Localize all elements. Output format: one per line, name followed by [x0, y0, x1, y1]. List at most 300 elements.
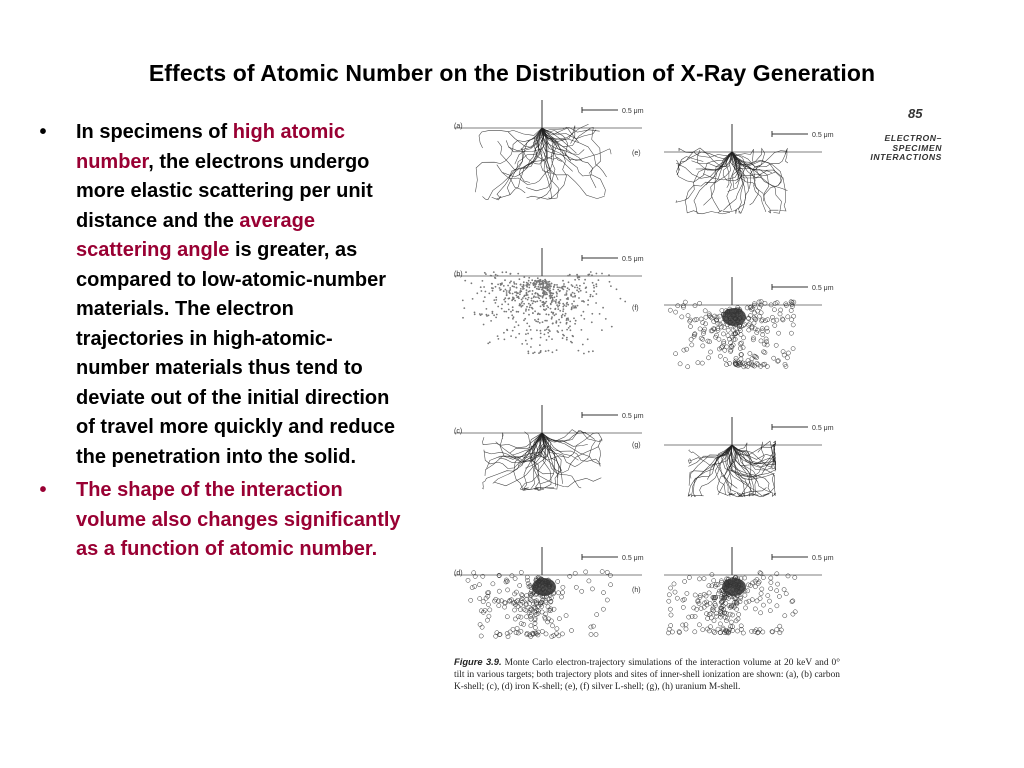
trajectory-point — [573, 300, 575, 302]
trajectory-point — [540, 333, 542, 335]
ionization-site — [769, 587, 773, 591]
trajectory-point — [555, 322, 557, 324]
ionization-site — [741, 631, 745, 635]
ionization-site — [759, 319, 763, 323]
ionization-site — [752, 316, 756, 320]
trajectory-point — [487, 343, 489, 345]
trajectory-point — [520, 290, 522, 292]
ionization-site — [693, 630, 697, 634]
ionization-site — [524, 615, 528, 619]
trajectory-point — [556, 330, 558, 332]
ionization-site — [574, 585, 578, 589]
trajectory-point — [551, 311, 553, 313]
panel-label: (d) — [454, 570, 463, 577]
trajectory-point — [504, 297, 506, 299]
ionization-site — [693, 593, 697, 597]
trajectory-point — [512, 318, 514, 320]
ionization-site — [561, 590, 565, 594]
ionization-site — [688, 324, 692, 328]
ionization-site — [701, 337, 705, 341]
trajectory-point — [524, 318, 526, 320]
trajectory-point — [551, 338, 553, 340]
ionization-site — [497, 604, 501, 608]
trajectory-point — [602, 307, 604, 309]
trajectory-point — [540, 283, 542, 285]
trajectory-point — [534, 319, 536, 321]
ionization-site — [747, 599, 751, 603]
ionization-site — [750, 598, 754, 602]
ionization-site — [605, 570, 609, 574]
trajectory-point — [543, 295, 545, 297]
trajectory-point — [541, 301, 543, 303]
ionization-site — [718, 630, 722, 634]
ionization-site — [738, 346, 742, 350]
electron-trajectory — [509, 128, 543, 193]
trajectory-point — [549, 330, 551, 332]
trajectory-point — [524, 295, 526, 297]
trajectory-point — [591, 274, 593, 276]
ionization-site — [708, 350, 712, 354]
ionization-site — [710, 607, 714, 611]
ionization-site — [559, 595, 563, 599]
trajectory-point — [551, 316, 553, 318]
ionization-site — [529, 624, 533, 628]
trajectory-point — [520, 288, 522, 290]
ionization-site — [789, 309, 793, 313]
trajectory-point — [579, 288, 581, 290]
ionization-site — [487, 614, 491, 618]
ionization-site — [784, 592, 788, 596]
ionization-site — [759, 611, 763, 615]
trajectory-point — [559, 303, 561, 305]
ionization-site — [522, 622, 526, 626]
scale-bar-label: 0.5 μm — [812, 425, 834, 432]
trajectory-point — [526, 323, 528, 325]
trajectory-point — [462, 300, 464, 302]
trajectory-point — [488, 293, 490, 295]
scale-bar-label: 0.5 μm — [812, 555, 834, 562]
ionization-site — [693, 304, 697, 308]
trajectory-point — [585, 291, 587, 293]
trajectory-point — [608, 274, 610, 276]
trajectory-point — [567, 275, 569, 277]
ionization-site — [744, 600, 748, 604]
ionization-site — [759, 311, 763, 315]
ionization-site — [608, 573, 612, 577]
trajectory-point — [560, 322, 562, 324]
trajectory-point — [480, 286, 482, 288]
ionization-site — [670, 630, 674, 634]
trajectory-point — [518, 297, 520, 299]
ionization-site — [486, 603, 490, 607]
ionization-site — [564, 614, 568, 618]
electron-trajectory — [542, 127, 600, 135]
trajectory-point — [576, 284, 578, 286]
ionization-site — [687, 575, 691, 579]
ionization-site — [793, 575, 797, 579]
trajectory-point — [541, 287, 543, 289]
trajectory-point — [535, 296, 537, 298]
trajectory-point — [526, 306, 528, 308]
trajectory-point — [512, 306, 514, 308]
trajectory-point — [525, 310, 527, 312]
trajectory-point — [482, 280, 484, 282]
trajectory-point — [544, 309, 546, 311]
trajectory-point — [537, 313, 539, 315]
ionization-site — [669, 613, 673, 617]
trajectory-point — [512, 293, 514, 295]
trajectory-point — [519, 278, 521, 280]
ionization-site — [720, 344, 724, 348]
trajectory-point — [572, 305, 574, 307]
trajectory-point — [564, 286, 566, 288]
trajectory-point — [510, 335, 512, 337]
trajectory-point — [564, 315, 566, 317]
trajectory-point — [536, 329, 538, 331]
ionization-site — [710, 573, 714, 577]
ionization-site — [735, 629, 739, 633]
trajectory-point — [525, 308, 527, 310]
ionization-site — [536, 630, 540, 634]
trajectory-point — [537, 277, 539, 279]
trajectory-point — [483, 286, 485, 288]
trajectory-point — [566, 329, 568, 331]
ionization-site — [782, 587, 786, 591]
ionization-site — [714, 614, 718, 618]
ionization-site — [753, 607, 757, 611]
trajectory-point — [521, 286, 523, 288]
trajectory-point — [547, 332, 549, 334]
ionization-site — [723, 348, 727, 352]
ionization-site — [760, 587, 764, 591]
trajectory-point — [500, 289, 502, 291]
trajectory-point — [525, 333, 527, 335]
trajectory-point — [526, 292, 528, 294]
trajectory-point — [539, 282, 541, 284]
ionization-site — [584, 570, 588, 574]
trajectory-point — [539, 286, 541, 288]
trajectory-point — [566, 303, 568, 305]
trajectory-point — [526, 286, 528, 288]
trajectory-point — [624, 301, 626, 303]
trajectory-point — [528, 297, 530, 299]
ionization-site — [769, 580, 773, 584]
ionization-site — [540, 629, 544, 633]
trajectory-point — [515, 283, 517, 285]
trajectory-point — [519, 293, 521, 295]
trajectory-point — [546, 282, 548, 284]
trajectory-point — [556, 304, 558, 306]
ionization-site — [680, 315, 684, 319]
trajectory-point — [532, 352, 534, 354]
ionization-site — [684, 623, 688, 627]
trajectory-point — [497, 335, 499, 337]
trajectory-point — [488, 315, 490, 317]
ionization-site — [672, 582, 676, 586]
bullet-marker: • — [39, 479, 47, 501]
ionization-site — [766, 594, 770, 598]
ionization-site — [478, 597, 482, 601]
trajectory-point — [563, 308, 565, 310]
trajectory-point — [534, 280, 536, 282]
ionization-site — [716, 592, 720, 596]
trajectory-point — [551, 300, 553, 302]
interaction-core — [722, 308, 746, 326]
trajectory-point — [546, 329, 548, 331]
ionization-site — [718, 622, 722, 626]
electron-trajectory — [731, 441, 773, 477]
trajectory-point — [536, 300, 538, 302]
ionization-site — [702, 577, 706, 581]
ionization-site — [760, 318, 764, 322]
trajectory-point — [592, 296, 594, 298]
trajectory-point — [611, 326, 613, 328]
simulation-panel — [454, 547, 644, 639]
bullet-marker: • — [39, 121, 47, 143]
trajectory-point — [497, 306, 499, 308]
ionization-site — [550, 624, 554, 628]
trajectory-point — [596, 293, 598, 295]
trajectory-point — [532, 283, 534, 285]
ionization-site — [600, 570, 604, 574]
ionization-site — [707, 584, 711, 588]
trajectory-point — [534, 310, 536, 312]
trajectory-point — [555, 299, 557, 301]
trajectory-point — [509, 289, 511, 291]
ionization-site — [681, 598, 685, 602]
trajectory-point — [500, 283, 502, 285]
ionization-site — [668, 607, 672, 611]
ionization-site — [772, 356, 776, 360]
trajectory-point — [526, 284, 528, 286]
trajectory-point — [566, 290, 568, 292]
panel-label: (f) — [632, 305, 639, 312]
ionization-site — [739, 333, 743, 337]
trajectory-point — [595, 302, 597, 304]
ionization-site — [514, 590, 518, 594]
trajectory-point — [548, 314, 550, 316]
ionization-site — [699, 317, 703, 321]
trajectory-point — [551, 296, 553, 298]
ionization-site — [746, 589, 750, 593]
trajectory-point — [486, 314, 488, 316]
trajectory-point — [579, 276, 581, 278]
trajectory-point — [499, 287, 501, 289]
ionization-site — [557, 617, 561, 621]
trajectory-point — [563, 304, 565, 306]
ionization-site — [768, 609, 772, 613]
ionization-site — [743, 593, 747, 597]
ionization-site — [678, 362, 682, 366]
trajectory-point — [522, 297, 524, 299]
trajectory-point — [502, 271, 504, 273]
ionization-site — [720, 308, 724, 312]
trajectory-point — [474, 313, 476, 315]
trajectory-point — [585, 287, 587, 289]
scale-bar-label: 0.5 μm — [622, 555, 644, 562]
trajectory-point — [525, 298, 527, 300]
ionization-site — [774, 343, 778, 347]
trajectory-point — [570, 329, 572, 331]
trajectory-point — [501, 304, 503, 306]
ionization-site — [739, 357, 743, 361]
trajectory-point — [540, 351, 542, 353]
trajectory-point — [592, 350, 594, 352]
trajectory-point — [551, 283, 553, 285]
bullet-segment: is greater, as compared to low-atomic-number materials. The electron trajectories in high-atomic-number materials thus tend to deviate out of the initial direction of travel more quickly and reduce the penetration into the solid. — [76, 239, 395, 468]
trajectory-point — [554, 314, 556, 316]
ionization-site — [519, 622, 523, 626]
trajectory-point — [577, 277, 579, 279]
ionization-site — [701, 628, 705, 632]
trajectory-point — [535, 283, 537, 285]
trajectory-point — [584, 279, 586, 281]
ionization-site — [712, 579, 716, 583]
trajectory-point — [504, 279, 506, 281]
trajectory-point — [505, 271, 507, 273]
trajectory-point — [544, 281, 546, 283]
trajectory-point — [491, 283, 493, 285]
trajectory-point — [577, 305, 579, 307]
ionization-site — [715, 315, 719, 319]
ionization-site — [686, 365, 690, 369]
electron-trajectory — [479, 128, 542, 148]
ionization-site — [761, 576, 765, 580]
bullet-segment-highlight: The shape of the interaction volume also changes significantly as a function of atomic number. — [76, 479, 401, 560]
trajectory-point — [464, 280, 466, 282]
simulation-panel — [632, 277, 834, 369]
trajectory-point — [513, 316, 515, 318]
trajectory-point — [523, 303, 525, 305]
trajectory-point — [572, 292, 574, 294]
ionization-site — [729, 620, 733, 624]
trajectory-point — [510, 280, 512, 282]
trajectory-point — [556, 295, 558, 297]
trajectory-point — [535, 301, 537, 303]
ionization-site — [741, 346, 745, 350]
bullet-segment-highlight: average scattering angle — [76, 209, 315, 261]
trajectory-point — [507, 303, 509, 305]
trajectory-point — [537, 321, 539, 323]
trajectory-point — [536, 288, 538, 290]
ionization-site — [696, 361, 700, 365]
trajectory-point — [581, 329, 583, 331]
ionization-site — [702, 592, 706, 596]
slide-title: Effects of Atomic Number on the Distribution of X-Ray Generation — [148, 60, 876, 86]
trajectory-point — [509, 282, 511, 284]
trajectory-point — [516, 291, 518, 293]
trajectory-point — [570, 295, 572, 297]
ionization-site — [730, 613, 734, 617]
trajectory-point — [513, 281, 515, 283]
trajectory-point — [593, 287, 595, 289]
ionization-site — [473, 584, 477, 588]
trajectory-point — [531, 293, 533, 295]
ionization-site — [524, 603, 528, 607]
trajectory-point — [555, 302, 557, 304]
ionization-site — [513, 576, 517, 580]
ionization-site — [516, 615, 520, 619]
trajectory-point — [522, 301, 524, 303]
trajectory-point — [596, 286, 598, 288]
trajectory-point — [530, 329, 532, 331]
ionization-site — [708, 625, 712, 629]
ionization-site — [759, 339, 763, 343]
ionization-site — [762, 350, 766, 354]
trajectory-point — [578, 291, 580, 293]
trajectory-point — [565, 313, 567, 315]
ionization-site — [595, 613, 599, 617]
trajectory-point — [542, 304, 544, 306]
trajectory-point — [504, 339, 506, 341]
trajectory-point — [512, 285, 514, 287]
trajectory-point — [556, 291, 558, 293]
ionization-site — [697, 577, 701, 581]
trajectory-point — [532, 303, 534, 305]
ionization-site — [778, 312, 782, 316]
trajectory-point — [503, 285, 505, 287]
trajectory-point — [528, 309, 530, 311]
trajectory-point — [580, 290, 582, 292]
ionization-site — [779, 308, 783, 312]
ionization-site — [674, 310, 678, 314]
trajectory-point — [591, 313, 593, 315]
trajectory-point — [498, 338, 500, 340]
trajectory-point — [544, 287, 546, 289]
trajectory-point — [563, 289, 565, 291]
trajectory-point — [549, 290, 551, 292]
trajectory-point — [523, 281, 525, 283]
trajectory-point — [534, 352, 536, 354]
simulation-panel — [632, 417, 834, 497]
trajectory-point — [529, 290, 531, 292]
ionization-site — [520, 593, 524, 597]
ionization-site — [688, 319, 692, 323]
trajectory-point — [506, 290, 508, 292]
trajectory-point — [537, 280, 539, 282]
trajectory-point — [576, 289, 578, 291]
trajectory-point — [550, 308, 552, 310]
ionization-site — [793, 610, 797, 614]
trajectory-point — [546, 287, 548, 289]
trajectory-point — [517, 311, 519, 313]
ionization-site — [703, 309, 707, 313]
ionization-site — [755, 356, 759, 360]
ionization-site — [682, 348, 686, 352]
trajectory-point — [495, 274, 497, 276]
trajectory-point — [506, 294, 508, 296]
trajectory-point — [590, 271, 592, 273]
trajectory-point — [552, 293, 554, 295]
trajectory-point — [506, 292, 508, 294]
ionization-site — [605, 598, 609, 602]
ionization-site — [734, 356, 738, 360]
trajectory-point — [485, 273, 487, 275]
trajectory-point — [556, 349, 558, 351]
trajectory-point — [493, 271, 495, 273]
bullet-item — [36, 118, 406, 472]
trajectory-point — [495, 286, 497, 288]
trajectory-point — [551, 295, 553, 297]
panel-label: (h) — [632, 587, 641, 594]
ionization-site — [748, 351, 752, 355]
electron-trajectory — [482, 128, 542, 199]
trajectory-point — [562, 280, 564, 282]
trajectory-point — [518, 333, 520, 335]
ionization-site — [667, 599, 671, 603]
trajectory-point — [474, 312, 476, 314]
trajectory-point — [580, 315, 582, 317]
